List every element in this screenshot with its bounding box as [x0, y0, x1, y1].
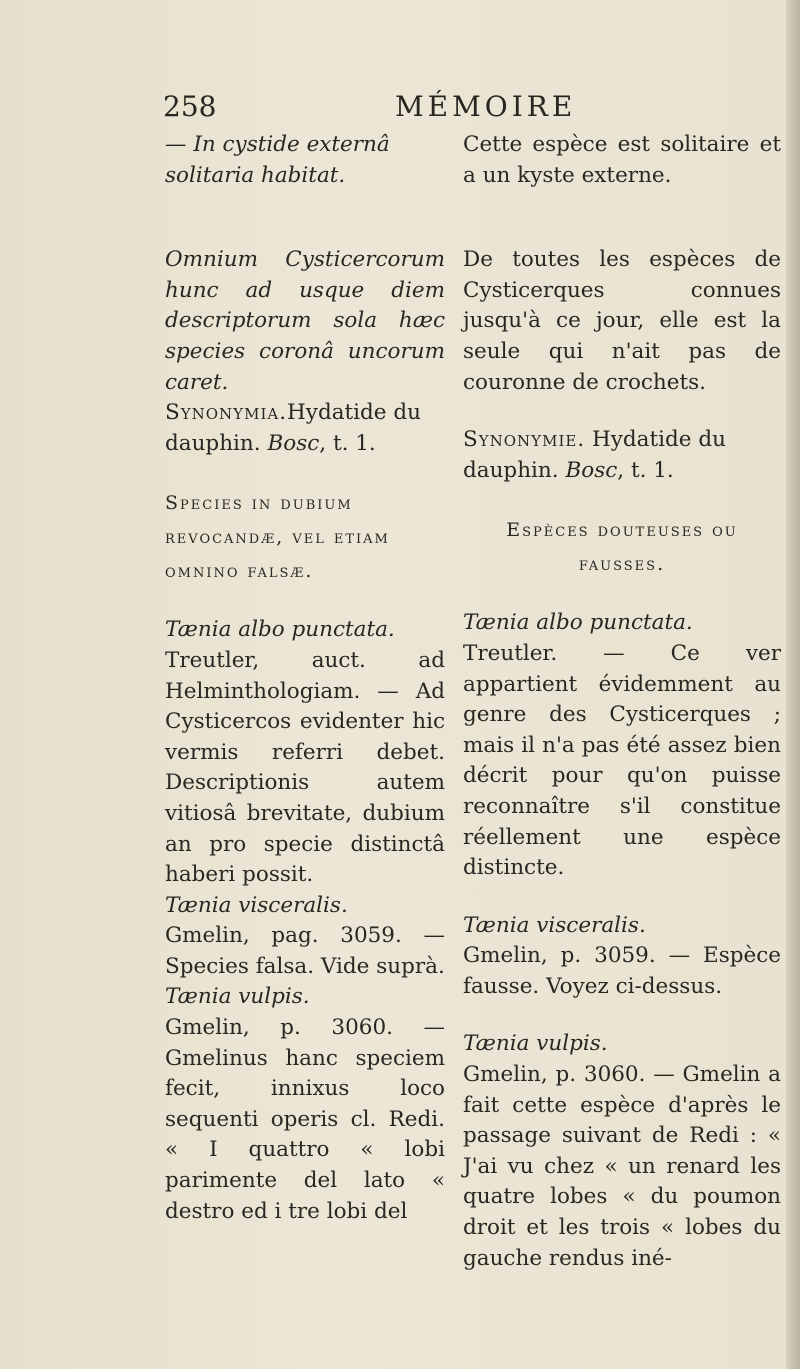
- french-entry3-text: Gmelin, p. 3060. — Gmelin a fait cette espèce d'après le passage suivant de Redi : « J'ai vu chez « un renard les quatre lobes « du poumon droit et les trois « lobes du gauche rendus iné-: [463, 1062, 781, 1271]
- latin-column: [165, 130, 445, 1227]
- french-column: [463, 130, 781, 1274]
- latin-synonymy-text: Hydatide du dauphin.: [165, 400, 421, 456]
- page-number: 258: [163, 90, 217, 123]
- latin-entry2-name: Tænia visceralis.: [165, 892, 348, 918]
- page-edge: [786, 0, 800, 1369]
- french-synonymy: [463, 425, 781, 486]
- french-remark: De toutes les espèces de Cysticerques connues jusqu'à ce jour, elle est la seule qui n'ait pas de couronne de crochets.: [463, 247, 781, 395]
- french-synonymy-ref: , t. 1.: [617, 457, 674, 483]
- french-entry2-name: Tænia visceralis.: [463, 912, 646, 938]
- latin-synonymy: [165, 398, 445, 459]
- french-entry3-name: Tænia vulpis.: [463, 1031, 608, 1057]
- latin-entry1-name: Tænia albo punctata.: [165, 617, 395, 643]
- latin-entry1-text: Treutler, auct. ad Helminthologiam. — Ad Cysticercos evidenter hic vermis referri debet. Descriptionis autem vitiosâ brevitate, dubium an pro specie distinctâ haberi possit.: [165, 647, 445, 888]
- french-entry1-text: Treutler. — Ce ver appartient évidemment au genre des Cysticerques ; mais il n'a pas été assez bien décrit pour qu'on puisse reconnaître s'il constitue réellement une espèce distincte.: [463, 640, 781, 881]
- french-habitat: Cette espèce est solitaire et a un kyste externe.: [463, 132, 781, 188]
- latin-synonymy-label: Synonymia.: [165, 400, 288, 426]
- latin-entry3-name: Tænia vulpis.: [165, 984, 310, 1010]
- latin-entry2-text: Gmelin, pag. 3059. — Species falsa. Vide suprà.: [165, 923, 445, 979]
- latin-synonymy-author: Bosc: [267, 430, 320, 456]
- latin-remark: Omnium Cysticercorum hunc ad usque diem descriptorum sola hæc species coronâ uncorum caret.: [165, 247, 445, 395]
- running-title: MÉMOIRE: [395, 90, 577, 123]
- latin-section-heading: Species in dubium revocandæ, vel etiam omnino falsæ.: [165, 492, 390, 583]
- latin-synonymy-ref: , t. 1.: [319, 430, 376, 456]
- french-entry1-name: Tænia albo punctata.: [463, 610, 693, 636]
- latin-habitat: — In cystide externâ solitaria habitat.: [165, 132, 390, 188]
- page-header: [163, 90, 583, 130]
- latin-entry3-text: Gmelin, p. 3060. — Gmelinus hanc speciem fecit, innixus loco sequenti operis cl. Redi. « I quattro « lobi parimente del lato « destro ed i tre lobi del: [165, 1015, 445, 1224]
- french-synonymy-label: Synonymie.: [463, 427, 586, 453]
- french-section-heading: Espèces douteuses ou fausses.: [506, 519, 738, 576]
- french-synonymy-text: Hydatide du dauphin.: [463, 427, 726, 483]
- french-entry2-text: Gmelin, p. 3059. — Espèce fausse. Voyez ci-dessus.: [463, 943, 781, 999]
- french-synonymy-author: Bosc: [565, 457, 618, 483]
